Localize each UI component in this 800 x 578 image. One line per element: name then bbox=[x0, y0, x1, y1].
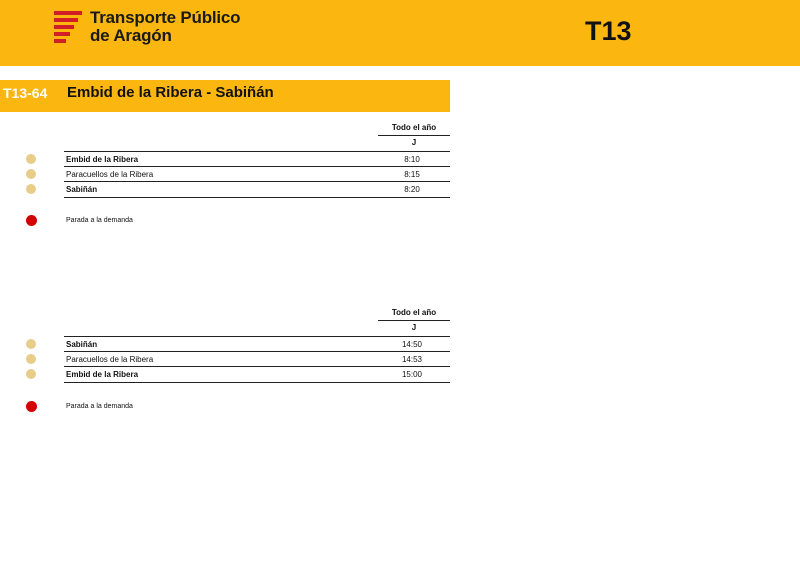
stop-cell bbox=[64, 336, 450, 351]
route-name: Embid de la Ribera - Sabiñán bbox=[67, 84, 274, 101]
stop-name: Embid de la Ribera bbox=[66, 370, 139, 379]
table-row bbox=[0, 151, 452, 166]
stop-name: Embid de la Ribera bbox=[66, 155, 139, 164]
departure-time: 8:20 bbox=[404, 185, 420, 194]
line-code: T13 bbox=[585, 16, 632, 46]
table-row bbox=[0, 166, 452, 181]
legend-label: Parada a la demanda bbox=[66, 403, 133, 410]
stop-name: Paracuellos de la Ribera bbox=[66, 355, 154, 364]
stop-cell bbox=[64, 151, 450, 166]
table-row bbox=[0, 181, 452, 196]
transporte-publico-aragon-logo bbox=[54, 9, 254, 49]
stop-dot-icon bbox=[26, 369, 36, 379]
departure-time: 14:53 bbox=[401, 355, 423, 364]
logo-line2: de Aragón bbox=[90, 26, 172, 45]
aragon-stripes-icon bbox=[54, 11, 84, 43]
stop-cell bbox=[64, 166, 450, 181]
logo-text bbox=[90, 9, 240, 45]
period-header: Todo el año bbox=[378, 121, 450, 136]
table-row bbox=[0, 336, 452, 351]
stop-dot-icon bbox=[26, 169, 36, 179]
stop-dot-icon bbox=[26, 339, 36, 349]
stop-dot-icon bbox=[26, 184, 36, 194]
route-code: T13-64 bbox=[3, 85, 48, 101]
stop-name: Sabiñán bbox=[66, 340, 98, 349]
departure-time: 8:10 bbox=[404, 155, 420, 164]
table-row bbox=[0, 351, 452, 366]
on-demand-dot-icon bbox=[26, 401, 37, 412]
day-header: J bbox=[411, 323, 417, 332]
departure-time: 15:00 bbox=[401, 370, 423, 379]
stop-dot-icon bbox=[26, 354, 36, 364]
stop-cell bbox=[64, 181, 450, 198]
period-header: Todo el año bbox=[378, 306, 450, 321]
stop-name: Sabiñán bbox=[66, 185, 98, 194]
day-header: J bbox=[411, 138, 417, 147]
stop-name: Paracuellos de la Ribera bbox=[66, 170, 154, 179]
stop-cell bbox=[64, 366, 450, 383]
logo-line1: Transporte Público bbox=[90, 8, 241, 27]
route-bar bbox=[0, 80, 450, 112]
legend-label: Parada a la demanda bbox=[66, 217, 133, 224]
header-bar bbox=[0, 0, 800, 66]
departure-time: 8:15 bbox=[404, 170, 420, 179]
departure-time: 14:50 bbox=[401, 340, 423, 349]
table-row bbox=[0, 366, 452, 381]
stop-cell bbox=[64, 351, 450, 366]
on-demand-dot-icon bbox=[26, 215, 37, 226]
stop-dot-icon bbox=[26, 154, 36, 164]
